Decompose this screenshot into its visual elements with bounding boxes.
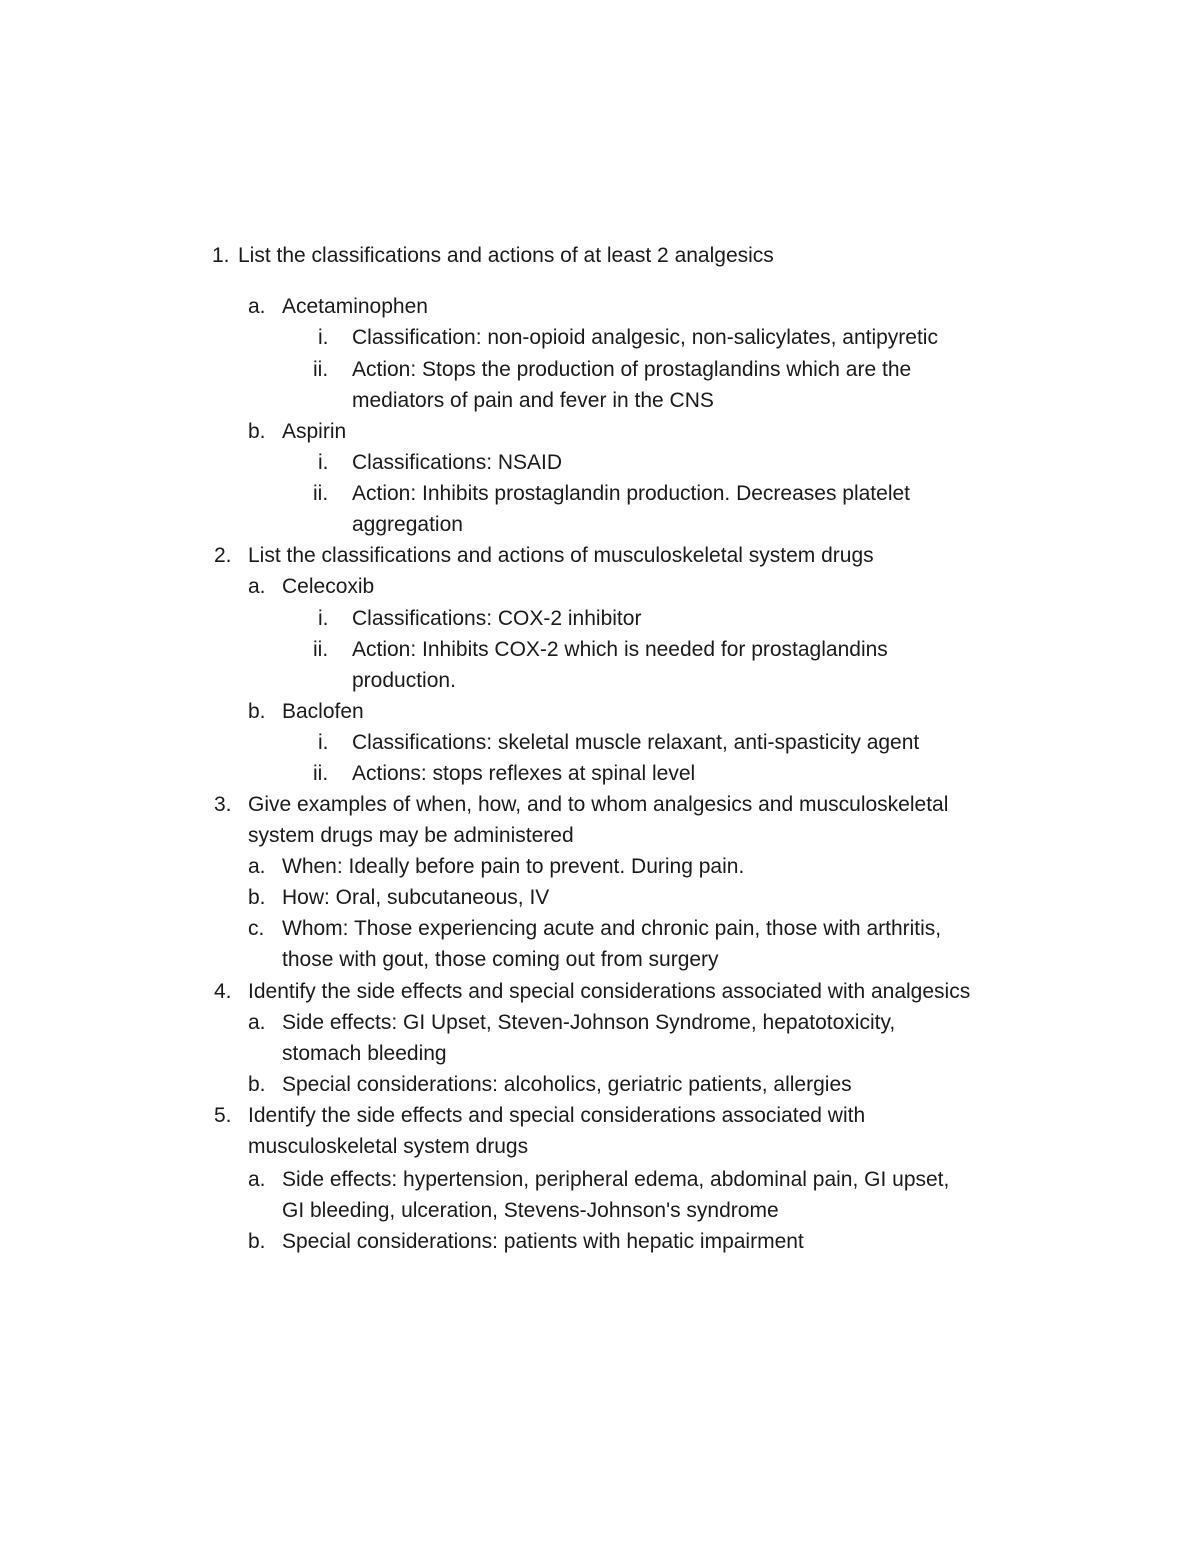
item-1a-i-text: Classification: non-opioid analgesic, non-salicylates, antipyretic [352,326,938,349]
item-2a-i-text: Classifications: COX-2 inhibitor [352,607,642,630]
item-3c-letter: c. [248,917,265,940]
item-3a-text: When: Ideally before pain to prevent. During pain. [282,855,745,878]
item-4b-text: Special considerations: alcoholics, geriatric patients, allergies [282,1073,852,1096]
item-2b-i-number: i. [318,731,329,754]
item-5a-text-line2: GI bleeding, ulceration, Stevens-Johnson's syndrome [282,1199,779,1222]
item-3-heading-line2: system drugs may be administered [248,824,574,847]
item-5-heading-line1: Identify the side effects and special considerations associated with [248,1104,866,1127]
item-1b-ii-text-line2: aggregation [352,513,463,536]
item-5a-text-line1: Side effects: hypertension, peripheral edema, abdominal pain, GI upset, [282,1168,950,1191]
item-2-heading: List the classifications and actions of musculoskeletal system drugs [248,544,874,567]
item-3-heading-line1: Give examples of when, how, and to whom analgesics and musculoskeletal [248,793,949,816]
item-3c-text-line2: those with gout, those coming out from surgery [282,948,719,971]
item-3a-letter: a. [248,855,266,878]
item-2a-ii-text-line2: production. [352,669,456,692]
item-5b-letter: b. [248,1230,266,1253]
item-4b-letter: b. [248,1073,266,1096]
item-3-number: 3. [214,793,232,816]
item-4-heading: Identify the side effects and special considerations associated with analgesics [248,980,971,1003]
item-3b-text: How: Oral, subcutaneous, IV [282,886,550,909]
item-1b-i-text: Classifications: NSAID [352,451,563,474]
item-1a-text: Acetaminophen [282,295,428,318]
item-2a-text: Celecoxib [282,575,375,598]
item-2a-ii-number: ii. [313,638,329,661]
item-4-number: 4. [214,980,232,1003]
item-2a-letter: a. [248,575,266,598]
item-2-number: 2. [214,544,232,567]
item-5b-text: Special considerations: patients with hepatic impairment [282,1230,804,1253]
item-4a-letter: a. [248,1011,266,1034]
item-2b-ii-text: Actions: stops reflexes at spinal level [352,762,696,785]
item-5a-letter: a. [248,1168,266,1191]
item-3c-text-line1: Whom: Those experiencing acute and chronic pain, those with arthritis, [282,917,942,940]
item-2b-i-text: Classifications: skeletal muscle relaxant, anti-spasticity agent [352,731,920,754]
item-1a-letter: a. [248,295,266,318]
item-2b-ii-number: ii. [313,762,329,785]
item-2b-text: Baclofen [282,700,364,723]
item-1b-ii-number: ii. [313,482,329,505]
item-1b-text: Aspirin [282,420,347,443]
item-3b-letter: b. [248,886,266,909]
item-1a-i-number: i. [318,326,329,349]
item-4a-text-line1: Side effects: GI Upset, Steven-Johnson Syndrome, hepatotoxicity, [282,1011,896,1034]
item-4a-text-line2: stomach bleeding [282,1042,447,1065]
item-1-number: 1. [212,244,230,267]
item-1a-ii-text-line2: mediators of pain and fever in the CNS [352,389,714,412]
item-1a-ii-number: ii. [313,358,329,381]
item-2a-ii-text-line1: Action: Inhibits COX-2 which is needed for prostaglandins [352,638,888,661]
item-1a-ii-text-line1: Action: Stops the production of prostaglandins which are the [352,358,912,381]
item-1b-letter: b. [248,420,266,443]
item-1b-ii-text-line1: Action: Inhibits prostaglandin production. Decreases platelet [352,482,910,505]
item-1b-i-number: i. [318,451,329,474]
item-2b-letter: b. [248,700,266,723]
item-5-heading-line2: musculoskeletal system drugs [248,1135,529,1158]
item-5-number: 5. [214,1104,232,1127]
item-1-heading: List the classifications and actions of at least 2 analgesics [238,244,774,267]
item-2a-i-number: i. [318,607,329,630]
